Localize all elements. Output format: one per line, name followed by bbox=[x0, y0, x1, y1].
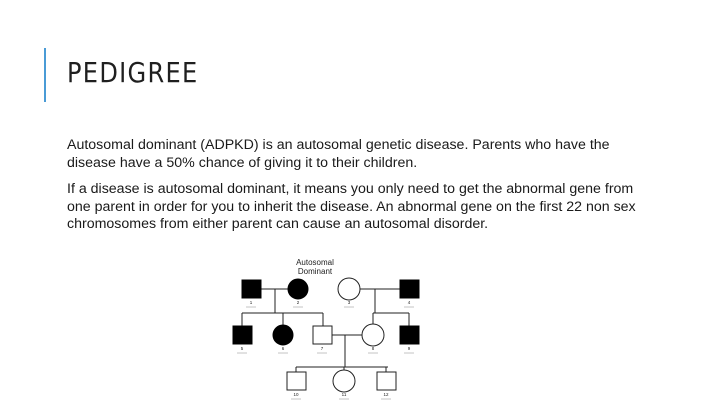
pedigree-individual-9 bbox=[400, 326, 419, 344]
slide-title: PEDIGREE bbox=[67, 56, 199, 89]
pedigree-label-6: 6 bbox=[281, 346, 285, 351]
pedigree-label-9: 9 bbox=[407, 346, 411, 351]
title-accent-bar bbox=[44, 48, 46, 102]
paragraph-explanation: If a disease is autosomal dominant, it means you only need to get the abnormal gene from one parent in order for you to inherit the disease. An abnormal gene on the first 22 non sex chromosomes from either parent can cause an autosomal disorder. bbox=[67, 181, 636, 233]
pedigree-individual-4 bbox=[400, 280, 419, 298]
pedigree-individual-12 bbox=[377, 372, 396, 390]
pedigree-individual-8 bbox=[362, 324, 384, 346]
pedigree-label-11: 11 bbox=[341, 392, 347, 397]
pedigree-label-2: 2 bbox=[296, 300, 300, 305]
pedigree-label-8: 8 bbox=[371, 346, 375, 351]
pedigree-label-3: 3 bbox=[347, 300, 351, 305]
pedigree-label-10: 10 bbox=[293, 392, 299, 397]
pedigree-individual-7 bbox=[313, 326, 332, 344]
pedigree-label-1: 1 bbox=[249, 300, 253, 305]
pedigree-label-5: 5 bbox=[240, 346, 244, 351]
pedigree-individual-1 bbox=[242, 280, 261, 298]
pedigree-individual-5 bbox=[233, 326, 252, 344]
paragraph-definition: Autosomal dominant (ADPKD) is an autosomal genetic disease. Parents who have the disease have a 50% chance of giving it to their children. bbox=[67, 137, 610, 171]
pedigree-label-4: 4 bbox=[407, 300, 411, 305]
pedigree-individual-6 bbox=[273, 325, 293, 345]
pedigree-label-7: 7 bbox=[320, 346, 324, 351]
pedigree-chart bbox=[225, 255, 435, 405]
pedigree-title-line1: Autosomal bbox=[296, 258, 334, 267]
pedigree-title-line2: Dominant bbox=[297, 267, 333, 276]
slide-body bbox=[67, 137, 647, 243]
pedigree-individual-10 bbox=[287, 372, 306, 390]
pedigree-label-12: 12 bbox=[383, 392, 389, 397]
pedigree-individual-11 bbox=[333, 370, 355, 392]
pedigree-individual-2 bbox=[288, 279, 308, 299]
pedigree-individual-3 bbox=[338, 278, 360, 300]
